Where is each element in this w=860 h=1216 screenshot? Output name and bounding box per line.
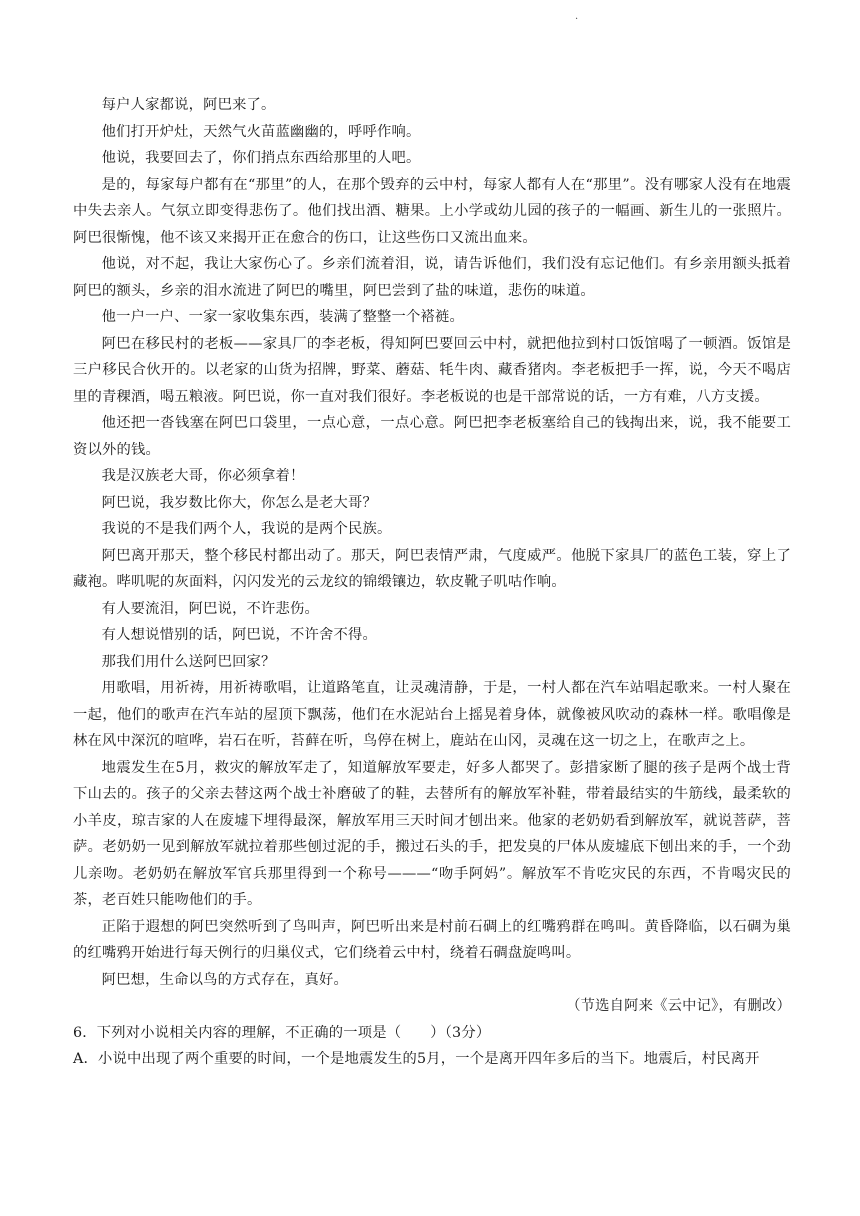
paragraph: 我是汉族老大哥，你必须拿着！ (101, 468, 305, 484)
paragraph: 阿巴离开那天，整个移民村都出动了。那天，阿巴表情严肃，气度威严。他脱下家具厂的蓝色工装，穿上了藏袍。哔叽呢的灰面料，闪闪发光的云龙纹的锦缎镶边，软皮靴子叽咕作响。 (73, 547, 791, 590)
paragraph: 用歌唱，用祈祷，用祈祷歌唱，让道路笔直，让灵魂清静，于是，一村人都在汽车站唱起歌来。一村人聚在一起，他们的歌声在汽车站的屋顶下飘荡，他们在水泥站台上摇晃着身体，就像被风吹动的森林一样。歌唱像是林在风中深沉的喧哗，岩石在听，苔藓在听，鸟停在树上，鹿站在山冈，灵魂在这一切之上，在歌声之上。 (73, 680, 791, 749)
paragraph: 每户人家都说，阿巴来了。 (101, 97, 276, 113)
paragraph: 阿巴说，我岁数比你大，你怎么是老大哥？ (101, 494, 378, 511)
source-citation: （节选自阿来《云中记》，有删改） (566, 998, 791, 1014)
paragraph: 正陷于遐想的阿巴突然听到了鸟叫声，阿巴听出来是村前石碉上的红嘴鸦群在鸣叫。黄昏降临，以石碉为巢的红嘴鸦开始进行每天例行的归巢仪式，它们绕着云中村，绕着石碉盘旋鸣叫。 (73, 918, 791, 961)
paragraph: 阿巴在移民村的老板——家具厂的李老板，得知阿巴要回云中村，就把他拉到村口饭馆喝了一顿酒。饭馆是三户移民合伙开的。以老家的山货为招牌，野菜、蘑菇、牦牛肉、藏香猪肉。李老板把手一挥，说，今天不喝店里的青稞酒，喝五粮液。阿巴说，你一直对我们很好。李老板说的也是干部常说的话，一方有难，八方支援。 (73, 335, 791, 405)
paragraph: 是的，每家每户都有在“那里”的人，在那个毁弃的云中村，每家人都有人在“那里”。没有哪家人没有在地震中失去亲人。气氛立即变得悲伤了。他们找出酒、糖果。上小学或幼儿园的孩子的一幅画、新生儿的一张照片。阿巴很惭愧，他不该又来揭开正在愈合的伤口，让这些伤口又流出血来。 (73, 176, 791, 246)
paragraph: 他们打开炉灶，天然气火苗蓝幽幽的，呼呼作响。 (101, 123, 421, 140)
paragraph: 他说，对不起，我让大家伤心了。乡亲们流着泪，说，请告诉他们，我们没有忘记他们。有乡亲用额头抵着阿巴的额头，乡亲的泪水流进了阿巴的嘴里，阿巴尝到了盐的味道，悲伤的味道。 (73, 256, 791, 299)
paragraph: 他说，我要回去了，你们捎点东西给那里的人吧。 (101, 150, 421, 166)
header-mark: · (575, 14, 579, 25)
paragraph: 有人想说惜别的话，阿巴说，不许舍不得。 (101, 627, 378, 643)
paragraph: 地震发生在5月，救灾的解放军走了，知道解放军要走，好多人都哭了。彭措家断了腿的孩子是两个战士背下山去的。孩子的父亲去替这两个战士补磨破了的鞋，去替所有的解放军补鞋，带着最结实的牛筋线，最柔软的小羊皮，琼吉家的人在废墟下埋得最深，解放军用三天时间才刨出来。他家的老奶奶看到解放军，就说菩萨，菩萨。老奶奶一见到解放军就拉着那些刨过泥的手，搬过石头的手，把发臭的尸体从废墟底下刨出来的手，一个劲儿亲吻。老奶奶在解放军官兵那里得到一个称号———“吻手阿妈”。解放军不肯吃灾民的东西，不肯喝灾民的茶，老百姓只能吻他们的手。 (73, 759, 791, 908)
document-body (73, 92, 791, 1073)
option-a: A．小说中出现了两个重要的时间，一个是地震发生的5月，一个是离开四年多后的当下。地震后，村民离开 (73, 1051, 760, 1067)
paragraph: 那我们用什么送阿巴回家？ (101, 653, 276, 670)
paragraph: 阿巴想，生命以鸟的方式存在，真好。 (101, 971, 349, 988)
question-6: 6．下列对小说相关内容的理解，不正确的一项是（ ）（3分） (73, 1024, 491, 1041)
paragraph: 我说的不是我们两个人，我说的是两个民族。 (101, 521, 392, 537)
paragraph: 他一户一户、一家一家收集东西，装满了整整一个褡裢。 (101, 309, 465, 325)
paragraph: 有人要流泪，阿巴说，不许悲伤。 (101, 600, 320, 617)
paragraph: 他还把一沓钱塞在阿巴口袋里，一点心意，一点心意。阿巴把李老板塞给自己的钱掏出来，说，我不能要工资以外的钱。 (73, 415, 791, 458)
